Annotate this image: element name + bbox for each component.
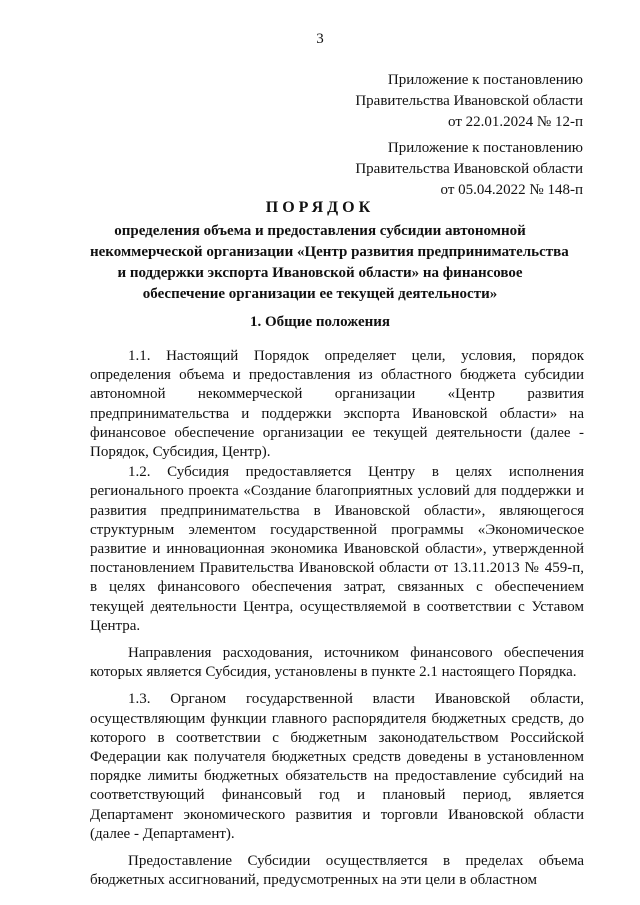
page-number: 3 — [316, 31, 324, 47]
document-body — [90, 347, 584, 890]
paragraph-1-2: 1.2. Субсидия предоставляется Центру в целях исполнения регионального проекта «Создание благоприятных условий для поддержки и развития предпринимательства в Ивановской области», являющегося структурным элементом государственной программы «Экономическое развитие и инновационная экономика Ивановской области», утвержденной постановлением Правительства Ивановской области от 13.11.2013 № 459-п, в целях финансового обеспечения затрат, связанных с обеспечением текущей деятельности Центра, осуществляемой в соответствии с Уставом Центра. — [90, 464, 584, 634]
subtitle-line: определения объема и предоставления субсидии автономной — [114, 223, 526, 239]
paragraph-subsidy-limits: Предоставление Субсидии осуществляется в пределах объема бюджетных ассигнований, предусмотренных на эти цели в областном — [90, 853, 584, 889]
subtitle-line: обеспечение организации ее текущей деятельности» — [142, 286, 498, 302]
paragraph-1-1: 1.1. Настоящий Порядок определяет цели, условия, порядок определения объема и предоставления из областного бюджета субсидии автономной некоммерческой организации «Центр развития предпринимательства и поддержки экспорта Ивановской области» на финансовое обеспечение организации ее текущей деятельности (далее - Порядок, Субсидия, Центр). — [90, 348, 584, 461]
appendix-block-current — [355, 70, 583, 133]
appendix-line: Приложение к постановлению — [387, 72, 583, 88]
paragraph-expenses: Направления расходования, источником финансового обеспечения которых является Субсидия, установлены в пункте 2.1 настоящего Порядка. — [90, 645, 584, 681]
appendix-block-original — [355, 138, 583, 201]
appendix-line: Приложение к постановлению — [387, 140, 583, 156]
paragraph-1-3: 1.3. Органом государственной власти Ивановской области, осуществляющим функции главного распорядителя бюджетных средств, до которого в соответствии с бюджетным законодательством Российской Федерации как получателя бюджетных средств доведены в установленном порядке лимиты бюджетных обязательств на предоставление субсидий на соответствующий финансовый год и плановый период, является Департамент экономического развития и торговли Ивановской области (далее - Департамент). — [90, 691, 584, 842]
document-subtitle — [90, 221, 569, 305]
subtitle-line: и поддержки экспорта Ивановской области» на финансовое — [117, 265, 523, 281]
appendix-line: Правительства Ивановской области — [355, 161, 583, 177]
appendix-line: Правительства Ивановской области — [355, 93, 583, 109]
appendix-date-line: от 05.04.2022 № 148-п — [440, 182, 583, 198]
appendix-date-line: от 22.01.2024 № 12-п — [448, 114, 583, 130]
document-title: ПОРЯДОК — [265, 199, 375, 216]
subtitle-line: некоммерческой организации «Центр развития предпринимательства — [90, 244, 569, 260]
section-heading: 1. Общие положения — [249, 314, 391, 330]
